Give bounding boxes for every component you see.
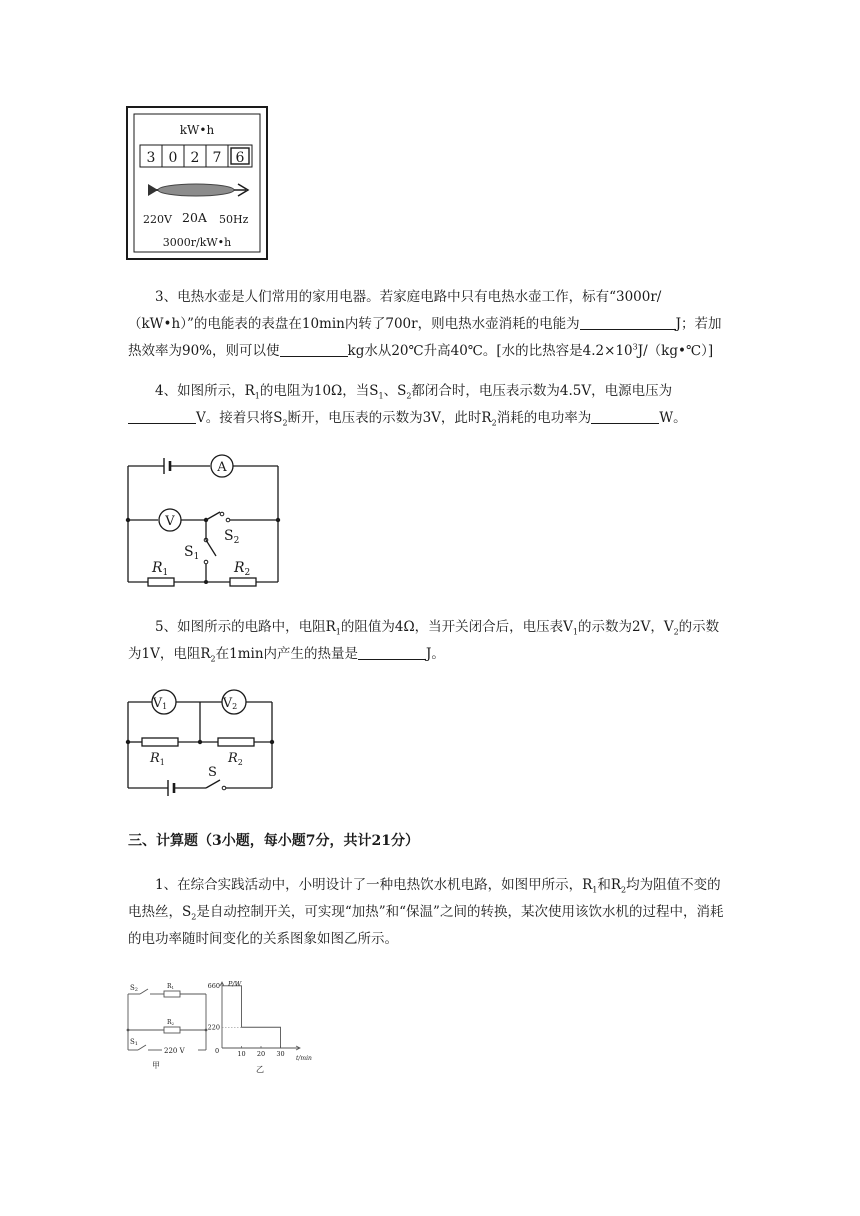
calc-question-1: 1、在综合实践活动中，小明设计了一种电热饮水机电路，如图甲所示，$R_1$和$R_2$均为阻值不变的电热丝，$S_2$是自动控制开关，可实现“加热”和“保温”之间的转换，某次使用该饮水机的过程中，消耗的电功率随时间变化的关系图象如图乙所示。 xyxy=(128,877,724,947)
x-axis-label: t/min xyxy=(296,1055,312,1062)
x-tick-label: 10 xyxy=(237,1050,246,1058)
y-tick-label: 220 xyxy=(208,1023,220,1032)
switch-s1-label: $S_1$ xyxy=(184,544,200,562)
switch-label: S xyxy=(208,765,217,780)
meter-unit: kW•h xyxy=(179,123,215,137)
x-tick-label: 20 xyxy=(256,1050,266,1058)
question-5: 5、如图所示的电路中，电阻$R_1$的阻值为4Ω，当开关闭合后，电压表$V_1$的示数为2V，$V_2$的示数为1V，电阻$R_2$在1min内产生的热量是 J。 xyxy=(128,619,720,664)
switch-s2-label: $S_2$ xyxy=(224,528,240,546)
circuit-diagram-q4 xyxy=(118,448,288,588)
switch-s1-label: S1 xyxy=(130,1038,138,1047)
resistor-r2-label: $R_2$ xyxy=(228,751,243,767)
circuit-diagram-q5 xyxy=(118,684,282,806)
meter-digit: 3 xyxy=(146,150,156,166)
answer-blank[interactable] xyxy=(591,408,659,424)
answer-blank[interactable] xyxy=(358,644,426,660)
section-heading: 三、计算题（3小题，每小题7分，共计21分） xyxy=(128,833,419,849)
meter-digit: 7 xyxy=(212,150,222,166)
electric-meter-figure xyxy=(124,104,270,262)
resistor-r1-label: $R_1$ xyxy=(152,560,169,578)
meter-digit-decimal: 6 xyxy=(235,150,245,166)
meter-digit: 0 xyxy=(168,150,178,166)
power-time-chart xyxy=(208,976,320,1076)
power-series-line xyxy=(222,986,281,1048)
figure-caption-yi: 乙 xyxy=(256,1065,264,1074)
meter-frequency: 50Hz xyxy=(219,213,249,226)
answer-blank[interactable] xyxy=(580,314,676,330)
switch-s2-label: S2 xyxy=(130,984,138,993)
voltmeter-v1-label: V1 xyxy=(152,696,168,711)
figure-caption-jia: 甲 xyxy=(152,1061,160,1070)
meter-digit: 2 xyxy=(190,150,200,166)
origin-label: 0 xyxy=(215,1047,220,1055)
answer-blank[interactable] xyxy=(280,341,348,357)
meter-current: 20A xyxy=(182,210,207,225)
resistor-r2-label: R2 xyxy=(167,1019,175,1026)
resistor-r1-label: $R_1$ xyxy=(150,751,165,767)
question-3: 3、电热水壶是人们常用的家用电器。若家庭电路中只有电热水壶工作，标有“3000r/（kW•h）”的电能表的表盘在10min内转了700r，则电热水壶消耗的电能为 J；若加热效率为90%，则可以使 kg水从20℃升高40℃。[水的比热容是$4.2\times 10^3J/(kg•℃)$] xyxy=(128,289,722,359)
answer-blank[interactable] xyxy=(128,408,196,424)
meter-rotor-disc xyxy=(148,184,248,196)
ammeter-label: A xyxy=(217,460,227,475)
x-tick-label: 30 xyxy=(276,1050,285,1058)
supply-label: 220 V xyxy=(164,1047,185,1055)
meter-voltage: 220V xyxy=(143,213,172,226)
y-axis-label: P/W xyxy=(228,980,242,988)
voltmeter-label: V xyxy=(165,514,175,529)
circuit-figure-jia xyxy=(122,976,214,1072)
question-4: 4、如图所示，$R_1$的电阻为10Ω，当$S_1$、$S_2$都闭合时，电压表示数为4.5V，电源电压为V。接着只将$S_2$断开，电压表的示数为3V，此时$R_2$消耗的电功率为 W。 xyxy=(128,378,732,432)
voltmeter-v2-label: V2 xyxy=(222,696,238,711)
meter-constant: 3000r/kW•h xyxy=(162,236,232,249)
resistor-r2-label: $R_2$ xyxy=(234,560,251,578)
y-tick-label: 660 xyxy=(208,981,220,990)
resistor-r1-label: R1 xyxy=(167,983,175,990)
